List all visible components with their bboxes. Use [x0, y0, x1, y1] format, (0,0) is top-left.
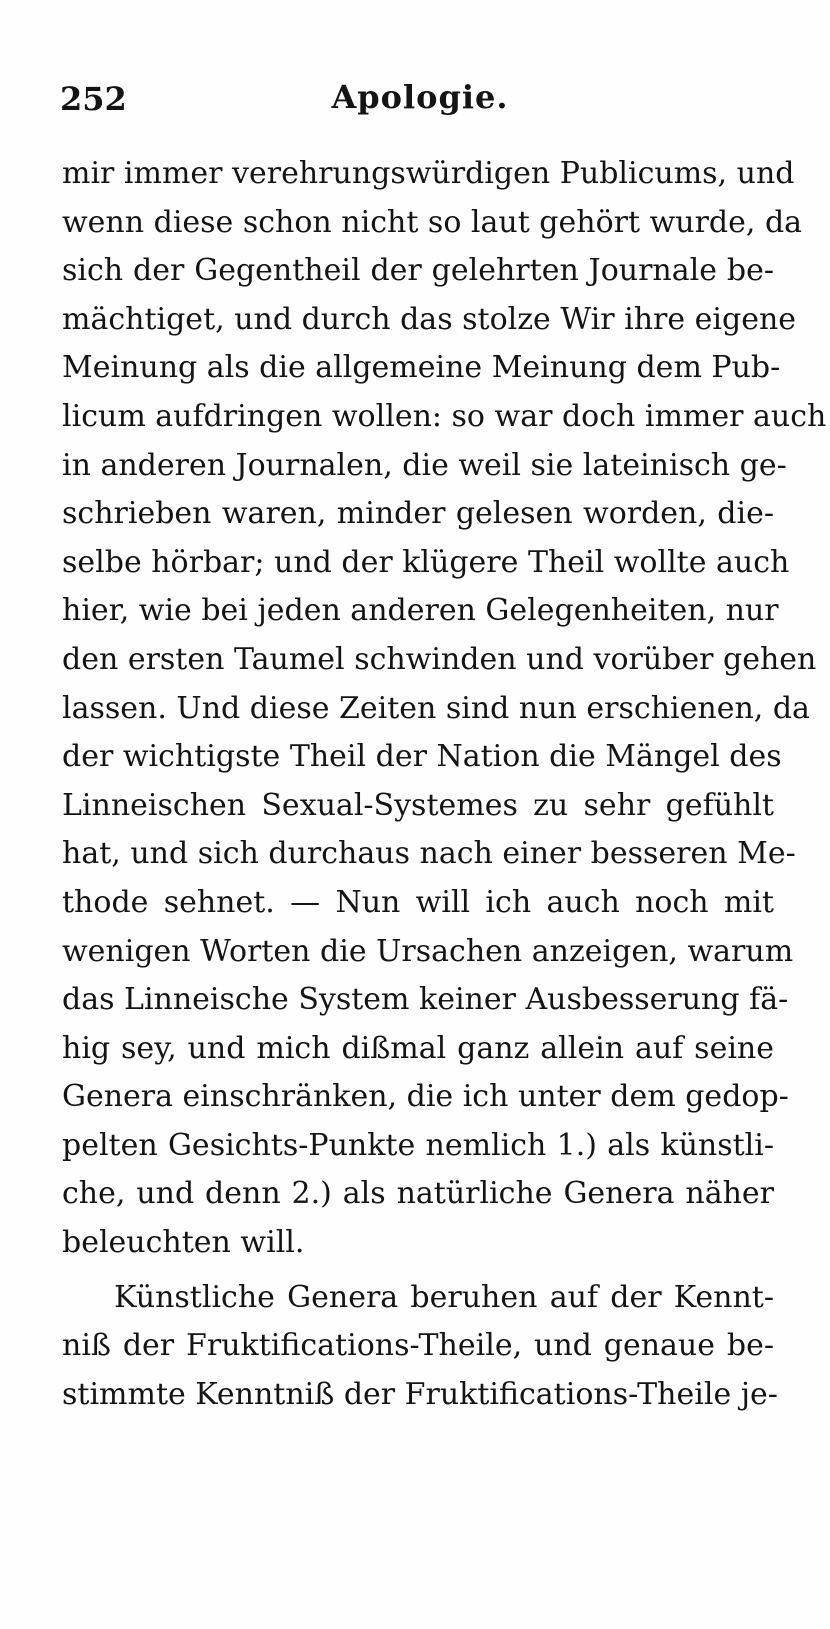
text-line: Meinung als die allgemeine Meinung dem Pub- — [62, 350, 781, 386]
text-line: wenigen Worten die Ursachen anzeigen, warum — [62, 933, 794, 969]
page-header — [60, 72, 780, 122]
text-line: in anderen Journalen, die weil sie lateinisch ge- — [62, 447, 787, 483]
text-line: mir immer verehrungswürdigen Publicums, und — [62, 156, 795, 191]
text-line: hat, und sich durchaus nach einer besseren Me- — [62, 836, 796, 872]
text-line: den ersten Taumel schwinden und vorüber gehen — [62, 641, 817, 677]
body-text — [62, 150, 827, 1419]
paragraph — [62, 1274, 778, 1420]
text-line: Künstliche Genera beruhen auf der Kennt- — [114, 1279, 774, 1315]
text-line: Linneischen Sexual-Systemes zu sehr gefühlt — [62, 787, 774, 823]
text-line: hig sey, und mich dißmal ganz allein auf seine — [62, 1030, 774, 1066]
text-line: thode sehnet. — Nun will ich auch noch mit — [62, 884, 774, 920]
paragraph — [62, 150, 827, 1268]
text-line: das Linneische System keiner Ausbesserung fä- — [62, 982, 789, 1018]
text-line: selbe hörbar; und der klügere Theil wollte auch — [62, 544, 790, 580]
text-line: mächtiget, und durch das stolze Wir ihre eigene — [62, 301, 797, 337]
page-number: 252 — [60, 80, 127, 118]
text-line: schrieben waren, minder gelesen worden, die- — [62, 496, 774, 532]
text-line: der wichtigste Theil der Nation die Mängel des — [62, 739, 782, 775]
text-line: niß der Fruktifications-Theile, und genaue be- — [62, 1328, 774, 1364]
text-line: licum aufdringen wollen: so war doch immer auch — [62, 398, 827, 434]
text-line: Genera einschränken, die ich unter dem gedop- — [62, 1079, 789, 1115]
text-line: lassen. Und diese Zeiten sind nun erschienen, da — [62, 690, 810, 726]
text-line: beleuchten will. — [62, 1225, 305, 1261]
text-line: pelten Gesichts-Punkte nemlich 1.) als künstli- — [62, 1127, 774, 1163]
text-line: stimmte Kenntniß der Fruktifications-Theile je- — [62, 1376, 778, 1412]
text-line: wenn diese schon nicht so laut gehört wurde, da — [62, 204, 803, 240]
running-head: Apologie. — [331, 78, 509, 116]
text-line: che, und denn 2.) als natürliche Genera näher — [62, 1176, 774, 1212]
text-line: hier, wie bei jeden anderen Gelegenheiten, nur — [62, 593, 779, 629]
text-line: sich der Gegentheil der gelehrten Journale be- — [62, 253, 774, 289]
